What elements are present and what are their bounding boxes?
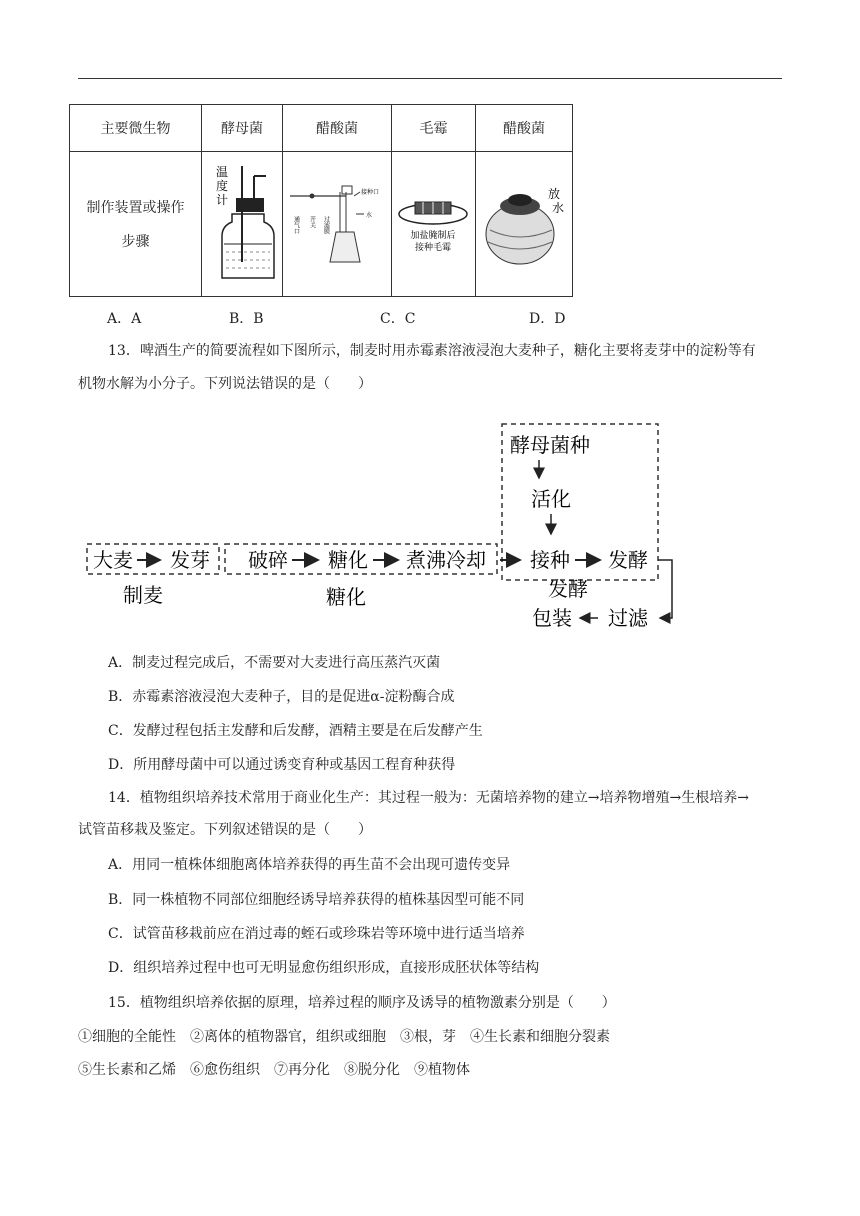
- svg-text:通气口: 通气口: [292, 216, 300, 234]
- q14-option-c: C．试管苗移栽前应在消过毒的蛭石或珍珠岩等环境中进行适当培养: [108, 926, 525, 942]
- q14-option-b: B．同一株植物不同部位细胞经诱导培养获得的植株基因型可能不同: [108, 892, 525, 908]
- q13-stem-1: 13．啤酒生产的简要流程如下图所示，制麦时用赤霉素溶液浸泡大麦种子，糖化主要将麦芽中的淀粉等有: [108, 343, 756, 359]
- flow-barley: 大麦: [93, 548, 133, 572]
- q12-option-d: D．D: [529, 311, 566, 327]
- svg-text:接种口: 接种口: [361, 189, 380, 196]
- microorganism-table: [69, 104, 573, 297]
- svg-text:过滤膜: 过滤膜: [322, 216, 330, 234]
- svg-text:计: 计: [216, 193, 229, 207]
- q12-option-a: A．A: [107, 311, 142, 327]
- table-header: 酵母菌: [202, 105, 283, 152]
- q14-option-d: D．组织培养过程中也可无明显愈伤组织形成，直接形成胚状体等结构: [108, 960, 540, 976]
- row-label-line1: 制作装置或操作: [86, 200, 185, 216]
- flow-activation: 活化: [531, 487, 571, 511]
- q15-stem: 15．植物组织培养依据的原理，培养过程的顺序及诱导的植物激素分别是（ ）: [108, 995, 616, 1011]
- thermometer-label-1: 温: [216, 165, 229, 179]
- yeast-apparatus-cell: [202, 152, 283, 297]
- q12-option-c: C．C: [380, 311, 416, 327]
- flow-germinate: 发芽: [170, 548, 210, 572]
- flow-filter: 过滤: [608, 606, 648, 630]
- row-label-line2: 步骤: [121, 234, 150, 250]
- stage-malting: 制麦: [123, 583, 163, 607]
- flow-yeast-strain: 酵母菌种: [510, 433, 590, 457]
- q13-option-b: B．赤霉素溶液浸泡大麦种子，目的是促进α-淀粉酶合成: [108, 689, 455, 705]
- svg-text:水: 水: [366, 212, 373, 219]
- q12-option-b: B．B: [229, 311, 264, 327]
- row-label: [70, 152, 202, 297]
- table-header: 醋酸菌: [283, 105, 392, 152]
- q13-stem-2: 机物水解为小分子。下列说法错误的是（ ）: [78, 376, 372, 392]
- svg-text:度: 度: [216, 179, 229, 193]
- acetic-flask-illustration: [284, 152, 390, 292]
- flow-inoculate: 接种: [530, 548, 570, 572]
- table-header: 主要微生物: [70, 105, 202, 152]
- acetic-jar-illustration: [476, 152, 572, 292]
- svg-text:水: 水: [552, 201, 565, 215]
- mucor-apparatus-cell: [392, 152, 476, 297]
- fermentation-bottle-illustration: [202, 152, 282, 292]
- acetic-jar-cell: [476, 152, 573, 297]
- stage-fermentation: 发酵: [548, 577, 588, 601]
- q15-choices-line2: ⑤生长素和乙烯 ⑥愈伤组织 ⑦再分化 ⑧脱分化 ⑨植物体: [78, 1062, 470, 1078]
- flow-ferment: 发酵: [608, 548, 648, 572]
- q14-option-a: A．用同一植株体细胞离体培养获得的再生苗不会出现可遗传变异: [108, 857, 511, 873]
- stage-saccharification: 糖化: [326, 585, 366, 609]
- q14-stem-1: 14．植物组织培养技术常用于商业化生产：其过程一般为：无菌培养物的建立→培养物增殖→生根培养→: [108, 790, 750, 806]
- table-header: 醋酸菌: [476, 105, 573, 152]
- q13-option-d: D．所用酵母菌中可以通过诱变育种或基因工程育种获得: [108, 757, 456, 773]
- beer-process-flowchart: [80, 418, 780, 638]
- flow-crush: 破碎: [248, 548, 288, 572]
- q15-choices-line1: ①细胞的全能性 ②离体的植物器官，组织或细胞 ③根，芽 ④生长素和细胞分裂素: [78, 1029, 610, 1045]
- acetic-acid-apparatus-cell: [283, 152, 392, 297]
- q13-option-c: C．发酵过程包括主发酵和后发酵，酒精主要是在后发酵产生: [108, 723, 483, 739]
- q14-stem-2: 试管苗移栽及鉴定。下列叙述错误的是（ ）: [78, 822, 372, 838]
- table-header: 毛霉: [392, 105, 476, 152]
- flow-boil-cool: 煮沸冷却: [406, 548, 486, 572]
- mucor-plate-illustration: [393, 152, 475, 292]
- q13-option-a: A．制麦过程完成后，不需要对大麦进行高压蒸汽灭菌: [108, 655, 441, 671]
- header-rule: [78, 78, 782, 79]
- svg-text:开关: 开关: [308, 216, 316, 228]
- svg-text:放: 放: [548, 187, 561, 201]
- flow-saccharify: 糖化: [328, 548, 368, 572]
- flow-package: 包装: [532, 606, 572, 630]
- mucor-caption-2: 接种毛霉: [414, 243, 451, 253]
- mucor-caption-1: 加盐腌制后: [409, 231, 456, 241]
